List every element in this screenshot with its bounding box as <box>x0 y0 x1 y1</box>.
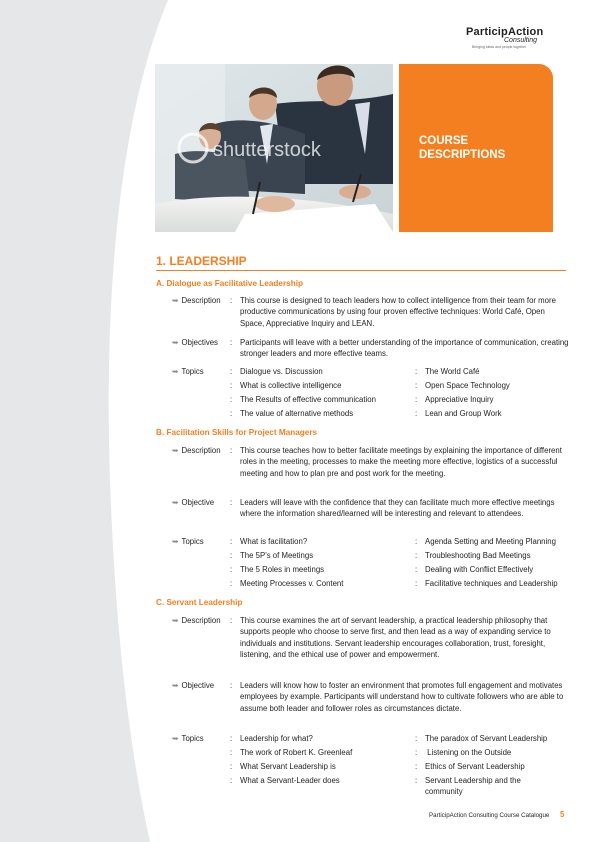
arrow-icon: ➥ <box>172 681 179 690</box>
colon: : <box>230 395 233 404</box>
course-c-description-label <box>172 616 221 625</box>
colon: : <box>415 537 418 546</box>
arrow-icon: ➥ <box>172 734 179 743</box>
course-c-title: C. Servant Leadership <box>156 598 243 607</box>
watermark-text: shutterstock <box>213 139 321 161</box>
label-text: Description <box>181 296 221 305</box>
section-divider <box>156 270 566 271</box>
course-b-topics-label <box>172 537 204 546</box>
colon: : <box>415 367 418 376</box>
course-b-title: B. Facilitation Skills for Project Managers <box>156 428 318 437</box>
section-title: 1. LEADERSHIP <box>156 254 247 268</box>
course-b-topic: The 5 Roles in meetings <box>240 565 325 574</box>
colon: : <box>230 409 233 418</box>
label-text: Description <box>181 616 221 625</box>
colon: : <box>230 338 233 347</box>
colon: : <box>415 381 418 390</box>
course-a-topics-label <box>172 367 204 376</box>
course-c-topic: Ethics of Servant Leadership <box>425 762 525 771</box>
course-c-topic: Servant Leadership and the community <box>425 776 521 797</box>
course-a-objective: Participants will leave with a better understanding of the importance of communication, creating stronger leaders and more effective teams. <box>240 338 569 359</box>
colon: : <box>230 446 233 455</box>
colon: : <box>230 579 233 588</box>
course-a-topic: Open Space Technology <box>425 381 510 390</box>
course-c-topic: What Servant Leadership is <box>240 762 336 771</box>
course-b-topic: What is facilitation? <box>240 537 308 546</box>
colon: : <box>415 395 418 404</box>
course-b-topic: The 5P’s of Meetings <box>240 551 314 560</box>
panel-title <box>419 134 505 162</box>
course-c-topic: Leadership for what? <box>240 734 313 743</box>
colon: : <box>230 367 233 376</box>
colon: : <box>230 748 233 757</box>
course-a-title: A. Dialogue as Facilitative Leadership <box>156 279 303 288</box>
logo-sub: Consulting <box>504 37 538 44</box>
colon: : <box>415 762 418 771</box>
colon: : <box>415 551 418 560</box>
colon: : <box>230 762 233 771</box>
course-c-topic: The paradox of Servant Leadership <box>425 734 548 743</box>
colon: : <box>230 537 233 546</box>
course-a-topic: The World Café <box>425 367 480 376</box>
course-c-topics-label <box>172 734 204 743</box>
course-a-description: This course is designed to teach leaders how to collect intelligence from their team for more productive communications by using four proven effective techniques: World Café, Open Space, Appreciative Inquiry and LEAN. <box>240 296 556 328</box>
course-c-objective: Leaders will know how to foster an environment that promotes full engagement and motivates employees by example. Participants will understand how to cultivate followers who are able to assume both leader and follower roles as circumstances dictate. <box>240 681 564 713</box>
course-a-topic: The Results of effective communication <box>240 395 376 404</box>
panel-title-line1: COURSE <box>419 135 469 147</box>
label-text: Objective <box>181 681 215 690</box>
colon: : <box>415 565 418 574</box>
colon: : <box>415 579 418 588</box>
label-text: Description <box>181 446 221 455</box>
arrow-icon: ➥ <box>172 338 179 347</box>
logo <box>466 26 566 52</box>
colon: : <box>415 748 418 757</box>
arrow-icon: ➥ <box>172 446 179 455</box>
logo-tagline: Bringing ideas and people together <box>472 45 527 49</box>
course-a-topic: Appreciative Inquiry <box>425 395 494 404</box>
course-b-objective: Leaders will leave with the confidence that they can facilitate much more effective meetings where the information shared/learned will be interesting and relevant to attendees. <box>240 498 555 519</box>
colon: : <box>415 409 418 418</box>
course-a-topic: Lean and Group Work <box>425 409 502 418</box>
colon: : <box>230 616 233 625</box>
colon: : <box>230 498 233 507</box>
course-c-topic: The work of Robert K. Greenleaf <box>240 748 353 757</box>
course-b-topic: Troubleshooting Bad Meetings <box>425 551 531 560</box>
course-b-topic: Dealing with Conflict Effectively <box>425 565 534 574</box>
course-b-description-label <box>172 446 221 455</box>
logo-name: ParticipAction <box>466 26 544 38</box>
course-descriptions-panel <box>399 64 553 232</box>
course-c-topic: Listening on the Outside <box>425 748 512 757</box>
arrow-icon: ➥ <box>172 367 179 376</box>
colon: : <box>230 296 233 305</box>
arrow-icon: ➥ <box>172 537 179 546</box>
colon: : <box>230 734 233 743</box>
course-c-description: This course examines the art of servant leadership, a practical leadership philosophy that supports people who choose to serve first, and then lead as a way of expanding service to individuals and institutions. Servant leadership encourages collaboration, trust, foresight, listening, and the ethical use of power and empowerment. <box>240 616 551 660</box>
footer-text: ParticipAction Consulting Course Catalogue <box>429 812 550 819</box>
course-a-topic: The value of alternative methods <box>240 409 354 418</box>
course-a-topic: Dialogue vs. Discussion <box>240 367 323 376</box>
course-c-objective-label <box>172 681 214 690</box>
label-text: Topics <box>181 537 204 546</box>
colon: : <box>230 551 233 560</box>
page-number: 5 <box>560 810 565 819</box>
course-b-topic: Meeting Processes v. Content <box>240 579 344 588</box>
label-text: Objectives <box>181 338 218 347</box>
course-b-topic: Facilitative techniques and Leadership <box>425 579 558 588</box>
colon: : <box>230 381 233 390</box>
arrow-icon: ➥ <box>172 498 179 507</box>
colon: : <box>230 681 233 690</box>
colon: : <box>415 734 418 743</box>
header-photo <box>155 64 393 232</box>
label-text: Topics <box>181 367 204 376</box>
colon: : <box>230 565 233 574</box>
course-c-topic: What a Servant-Leader does <box>240 776 340 785</box>
course-a-topic: What is collective intelligence <box>240 381 342 390</box>
course-b-topic: Agenda Setting and Meeting Planning <box>425 537 556 546</box>
colon: : <box>230 776 233 785</box>
course-b-description: This course teaches how to better facilitate meetings by explaining the importance of different roles in the meeting, processes to make the meeting more effective, logistics of a successful meeting and how to plan pre and post work for the meeting. <box>240 446 562 478</box>
panel-title-line2: DESCRIPTIONS <box>419 149 506 161</box>
course-a-objective-label <box>172 338 218 347</box>
arrow-icon: ➥ <box>172 616 179 625</box>
course-a-description-label <box>172 296 221 305</box>
arrow-icon: ➥ <box>172 296 179 305</box>
course-b-objective-label <box>172 498 214 507</box>
colon: : <box>415 776 418 785</box>
label-text: Topics <box>181 734 204 743</box>
label-text: Objective <box>181 498 215 507</box>
